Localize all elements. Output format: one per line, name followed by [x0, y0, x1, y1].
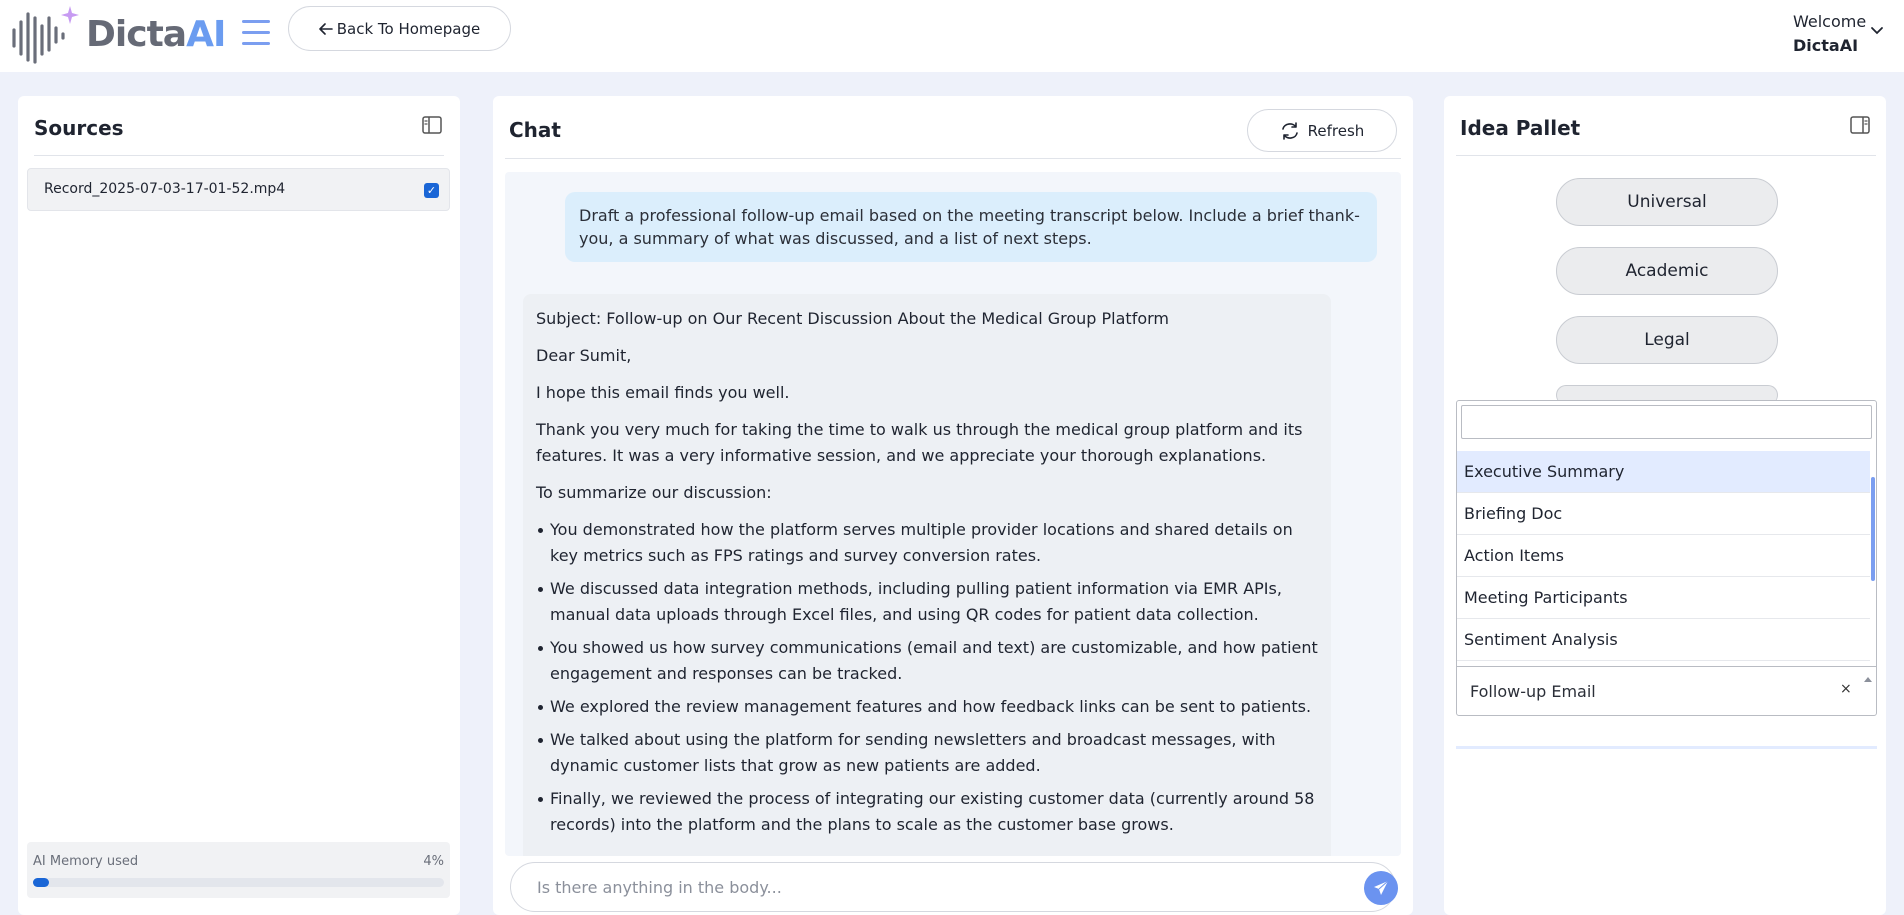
dropdown-arrow-icon[interactable] — [1864, 677, 1872, 682]
category-academic-button[interactable]: Academic — [1556, 247, 1778, 295]
source-checkbox[interactable]: ✓ — [424, 183, 439, 198]
sources-panel — [18, 96, 460, 915]
logo[interactable] — [10, 4, 225, 64]
user-name: DictaAI — [1793, 36, 1859, 55]
assistant-message — [523, 294, 1331, 856]
idea-pallet-title: Idea Pallet — [1460, 116, 1581, 140]
dropdown-option[interactable]: Meeting Participants — [1457, 577, 1870, 619]
list-item: We discussed data integration methods, including pulling patient information via EMR APIs, manual data uploads through Excel files, and using QR codes for patient data collection. — [550, 576, 1318, 628]
email-opening: I hope this email finds you well. — [536, 383, 790, 402]
menu-hamburger-icon[interactable] — [242, 20, 270, 50]
chat-input[interactable] — [537, 875, 1317, 899]
dropdown-option[interactable]: Executive Summary — [1457, 451, 1870, 493]
list-item: We explored the review management features and how feedback links can be sent to patients. — [550, 694, 1318, 720]
memory-percent: 4% — [423, 854, 444, 869]
send-icon — [1373, 880, 1389, 896]
dropdown-option[interactable]: Briefing Doc — [1457, 493, 1870, 535]
chat-messages — [505, 172, 1401, 856]
sound-wave-logo-icon — [10, 4, 82, 64]
ideas-divider — [1456, 155, 1876, 156]
top-header — [0, 0, 1904, 72]
back-to-homepage-button[interactable] — [288, 6, 511, 51]
ideas-progress-bar — [1456, 746, 1877, 749]
refresh-button[interactable] — [1247, 109, 1397, 152]
refresh-icon — [1280, 122, 1300, 140]
refresh-label: Refresh — [1307, 121, 1365, 140]
logo-text: DictaAI — [86, 13, 226, 55]
panel-toggle-icon[interactable] — [1850, 116, 1870, 134]
chat-panel — [493, 96, 1413, 915]
selected-value-label: Follow-up Email — [1470, 681, 1596, 701]
chat-title: Chat — [509, 118, 561, 142]
category-legal-button[interactable]: Legal — [1556, 316, 1778, 364]
send-button[interactable] — [1364, 871, 1398, 905]
back-button-label: Back To Homepage — [336, 19, 481, 38]
panel-toggle-icon[interactable] — [422, 116, 442, 134]
dropdown-options — [1457, 451, 1870, 661]
source-item[interactable] — [27, 168, 450, 211]
user-message: Draft a professional follow-up email based on the meeting transcript below. Include a brief thank-you, a summary of what was discussed, and a list of next steps. — [565, 192, 1377, 262]
arrow-left-icon — [319, 23, 333, 35]
memory-progress-track — [33, 878, 444, 887]
email-subject: Subject: Follow-up on Our Recent Discussion About the Medical Group Platform — [536, 309, 1169, 328]
list-item: We talked about using the platform for sending newsletters and broadcast messages, with dynamic customer lists that grow as new patients are added. — [550, 727, 1318, 779]
list-item: Finally, we reviewed the process of integrating our existing customer data (currently around 58 records) into the platform and the plans to scale as the customer base grows. — [550, 786, 1318, 838]
dropdown-option[interactable]: Sentiment Analysis — [1457, 619, 1870, 661]
welcome-label: Welcome — [1793, 12, 1867, 31]
email-summary-intro: To summarize our discussion: — [536, 483, 772, 502]
chat-input-box — [510, 862, 1396, 912]
memory-label: AI Memory used — [33, 854, 139, 869]
list-item: You demonstrated how the platform serves multiple provider locations and shared details on key metrics such as FPS ratings and survey conversion rates. — [550, 517, 1318, 569]
user-menu[interactable] — [1793, 10, 1866, 58]
template-dropdown — [1456, 400, 1877, 716]
summary-list — [536, 517, 1318, 838]
clear-selection-icon[interactable]: × — [1840, 681, 1852, 697]
dropdown-search-input[interactable] — [1461, 405, 1872, 439]
memory-progress-fill — [33, 878, 49, 887]
idea-pallet-panel — [1444, 96, 1886, 915]
email-greeting: Dear Sumit, — [536, 346, 632, 365]
list-item: You showed us how survey communications (email and text) are customizable, and how patient engagement and responses can be tracked. — [550, 635, 1318, 687]
chevron-down-icon[interactable] — [1870, 24, 1884, 38]
chat-divider — [505, 158, 1401, 159]
email-thanks: Thank you very much for taking the time to walk us through the medical group platform and its features. It was a very informative session, and we appreciate your thorough explanations. — [536, 420, 1303, 465]
dropdown-option[interactable]: Action Items — [1457, 535, 1870, 577]
dropdown-selected-value[interactable] — [1457, 666, 1876, 715]
dropdown-scrollbar[interactable] — [1871, 477, 1875, 581]
sources-divider — [34, 155, 444, 156]
category-universal-button[interactable]: Universal — [1556, 178, 1778, 226]
ai-memory-indicator — [27, 842, 450, 898]
source-file-name: Record_2025-07-03-17-01-52.mp4 — [44, 181, 286, 197]
sources-title: Sources — [34, 116, 124, 140]
